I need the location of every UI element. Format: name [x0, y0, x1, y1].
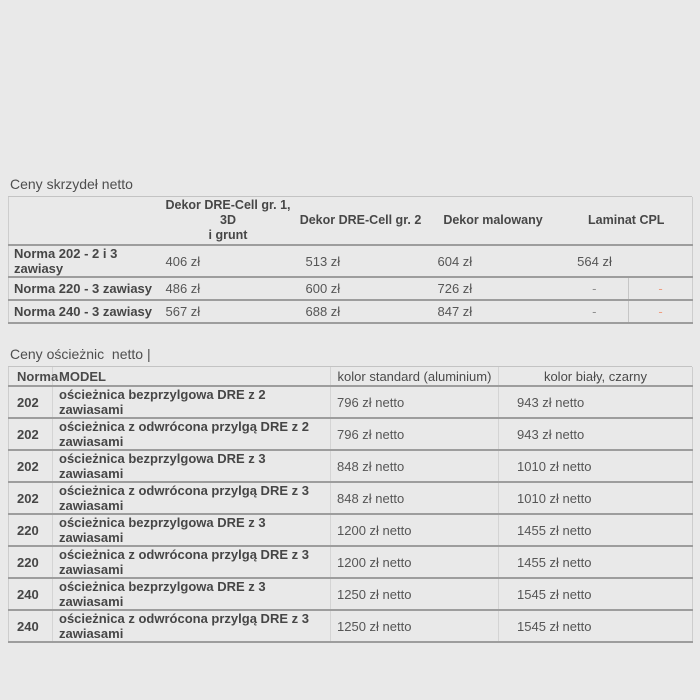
header-empty — [9, 197, 161, 245]
table-row — [9, 610, 693, 642]
norma-cell: 202 — [9, 482, 53, 514]
model-cell: ościeżnica z odwrócona przylgą DRE z 3 zawiasami — [53, 610, 331, 642]
norma-cell: 220 — [9, 546, 53, 578]
norma-cell: 240 — [9, 610, 53, 642]
price-cell: 486 zł — [161, 277, 296, 300]
row-label: Norma 240 - 3 zawiasy — [9, 300, 161, 323]
no-price-dash: - — [561, 300, 629, 323]
section-leaf-prices — [8, 176, 692, 324]
model-cell: ościeżnica bezprzylgowa DRE z 3 zawiasami — [53, 450, 331, 482]
header-kolor-standard: kolor standard (aluminium) — [331, 367, 499, 386]
norma-cell: 202 — [9, 418, 53, 450]
leaf-prices-table — [8, 197, 693, 324]
header-laminat-cpl: Laminat CPL — [561, 197, 693, 245]
price-standard-cell: 1200 zł netto — [331, 514, 499, 546]
model-cell: ościeżnica z odwrócona przylgą DRE z 3 zawiasami — [53, 482, 331, 514]
price-standard-cell: 1200 zł netto — [331, 546, 499, 578]
table-row — [9, 578, 693, 610]
table-row — [9, 300, 693, 323]
price-cell: 567 zł — [161, 300, 296, 323]
price-standard-cell: 796 zł netto — [331, 386, 499, 418]
price-bialy-cell: 943 zł netto — [499, 386, 693, 418]
model-cell: ościeżnica bezprzylgowa DRE z 2 zawiasami — [53, 386, 331, 418]
price-bialy-cell: 1455 zł netto — [499, 546, 693, 578]
extra-cell — [629, 245, 693, 277]
accent-dash: - — [629, 277, 693, 300]
price-bialy-cell: 1010 zł netto — [499, 482, 693, 514]
price-cell: 406 zł — [161, 245, 296, 277]
header-model: MODEL — [53, 367, 331, 386]
header-norma: Norma — [9, 367, 53, 386]
header-kolor-bialy-czarny: kolor biały, czarny — [499, 367, 693, 386]
section-title-frame-prices: Ceny ościeżnic netto | — [8, 346, 692, 367]
frame-prices-header-row — [9, 367, 693, 386]
price-cell: 847 zł — [426, 300, 561, 323]
section-frame-prices — [8, 346, 692, 643]
price-standard-cell: 848 zł netto — [331, 482, 499, 514]
header-dekor-dre-cell-gr1 — [161, 197, 296, 245]
price-bialy-cell: 1010 zł netto — [499, 450, 693, 482]
table-row — [9, 482, 693, 514]
leaf-prices-header-row — [9, 197, 693, 245]
norma-cell: 202 — [9, 386, 53, 418]
header-dekor-dre-cell-gr2: Dekor DRE-Cell gr. 2 — [296, 197, 426, 245]
price-standard-cell: 1250 zł netto — [331, 578, 499, 610]
section-title-leaf-prices: Ceny skrzydeł netto — [8, 176, 692, 197]
price-bialy-cell: 1545 zł netto — [499, 610, 693, 642]
norma-cell: 220 — [9, 514, 53, 546]
table-row — [9, 450, 693, 482]
table-row — [9, 386, 693, 418]
price-bialy-cell: 943 zł netto — [499, 418, 693, 450]
header-line1: Dekor DRE-Cell gr. 1, 3D — [165, 198, 291, 227]
table-row — [9, 546, 693, 578]
price-standard-cell: 1250 zł netto — [331, 610, 499, 642]
model-cell: ościeżnica bezprzylgowa DRE z 3 zawiasami — [53, 578, 331, 610]
price-bialy-cell: 1455 zł netto — [499, 514, 693, 546]
price-cell: 564 zł — [561, 245, 629, 277]
price-cell: 513 zł — [296, 245, 426, 277]
table-row — [9, 245, 693, 277]
price-standard-cell: 848 zł netto — [331, 450, 499, 482]
model-cell: ościeżnica z odwrócona przylgą DRE z 3 zawiasami — [53, 546, 331, 578]
model-cell: ościeżnica bezprzylgowa DRE z 3 zawiasami — [53, 514, 331, 546]
price-cell: 726 zł — [426, 277, 561, 300]
table-row — [9, 418, 693, 450]
price-bialy-cell: 1545 zł netto — [499, 578, 693, 610]
row-label: Norma 220 - 3 zawiasy — [9, 277, 161, 300]
price-list-content — [8, 176, 692, 643]
frame-prices-table — [8, 367, 693, 643]
price-cell: 688 zł — [296, 300, 426, 323]
price-standard-cell: 796 zł netto — [331, 418, 499, 450]
model-cell: ościeżnica z odwrócona przylgą DRE z 2 zawiasami — [53, 418, 331, 450]
row-label: Norma 202 - 2 i 3 zawiasy — [9, 245, 161, 277]
norma-cell: 240 — [9, 578, 53, 610]
no-price-dash: - — [561, 277, 629, 300]
header-line2: i grunt — [208, 228, 248, 242]
norma-cell: 202 — [9, 450, 53, 482]
table-row — [9, 277, 693, 300]
price-cell: 604 zł — [426, 245, 561, 277]
table-row — [9, 514, 693, 546]
accent-dash: - — [629, 300, 693, 323]
header-dekor-malowany: Dekor malowany — [426, 197, 561, 245]
price-cell: 600 zł — [296, 277, 426, 300]
